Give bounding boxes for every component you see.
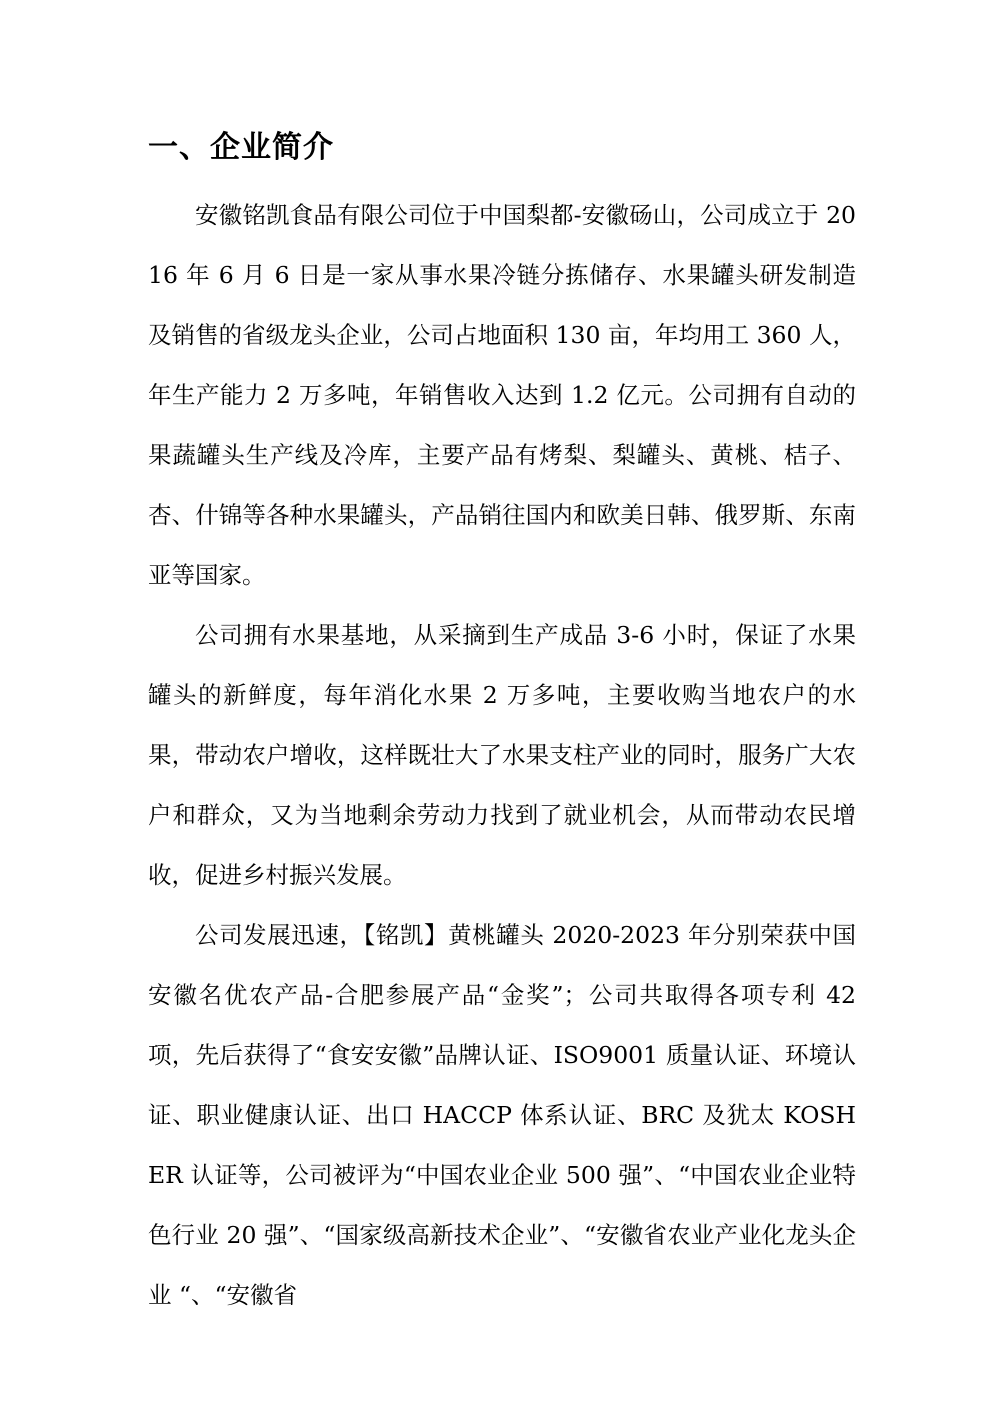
paragraph-company-development: 公司发展迅速，【铭凯】黄桃罐头 2020-2023 年分别荣获中国安徽名优农产品-合肥参展产品“金奖”；公司共取得各项专利 42 项，先后获得了“食安安徽”品牌认证、ISO9001 质量认证、环境认证、职业健康认证、出口 HACCP 体系认证、BRC 及犹太 KOSHER 认证等，公司被评为“中国农业企业 500 强”、“中国农业企业特色行业 20 强”、“国家级高新技术企业”、“安徽省农业产业化龙头企业 “、“安徽省	[148, 921, 856, 1309]
document-content	[148, 130, 856, 1325]
paragraph-fruit-base: 公司拥有水果基地，从采摘到生产成品 3-6 小时，保证了水果罐头的新鲜度，每年消化水果 2 万多吨，主要收购当地农户的水果，带动农户增收，这样既壮大了水果支柱产业的同时，服务广大农户和群众，又为当地剩余劳动力找到了就业机会，从而带动农民增收，促进乡村振兴发展。	[148, 621, 856, 889]
section-heading: 一、企业简介	[148, 130, 334, 165]
paragraph-company-intro: 安徽铭凯食品有限公司位于中国梨都-安徽砀山，公司成立于 2016 年 6 月 6 日是一家从事水果冷链分拣储存、水果罐头研发制造及销售的省级龙头企业，公司占地面积 130 亩，年均用工 360 人，年生产能力 2 万多吨，年销售收入达到 1.2 亿元。公司拥有自动的果蔬罐头生产线及冷库，主要产品有烤梨、梨罐头、黄桃、桔子、杏、什锦等各种水果罐头，产品销往国内和欧美日韩、俄罗斯、东南亚等国家。	[148, 201, 856, 589]
